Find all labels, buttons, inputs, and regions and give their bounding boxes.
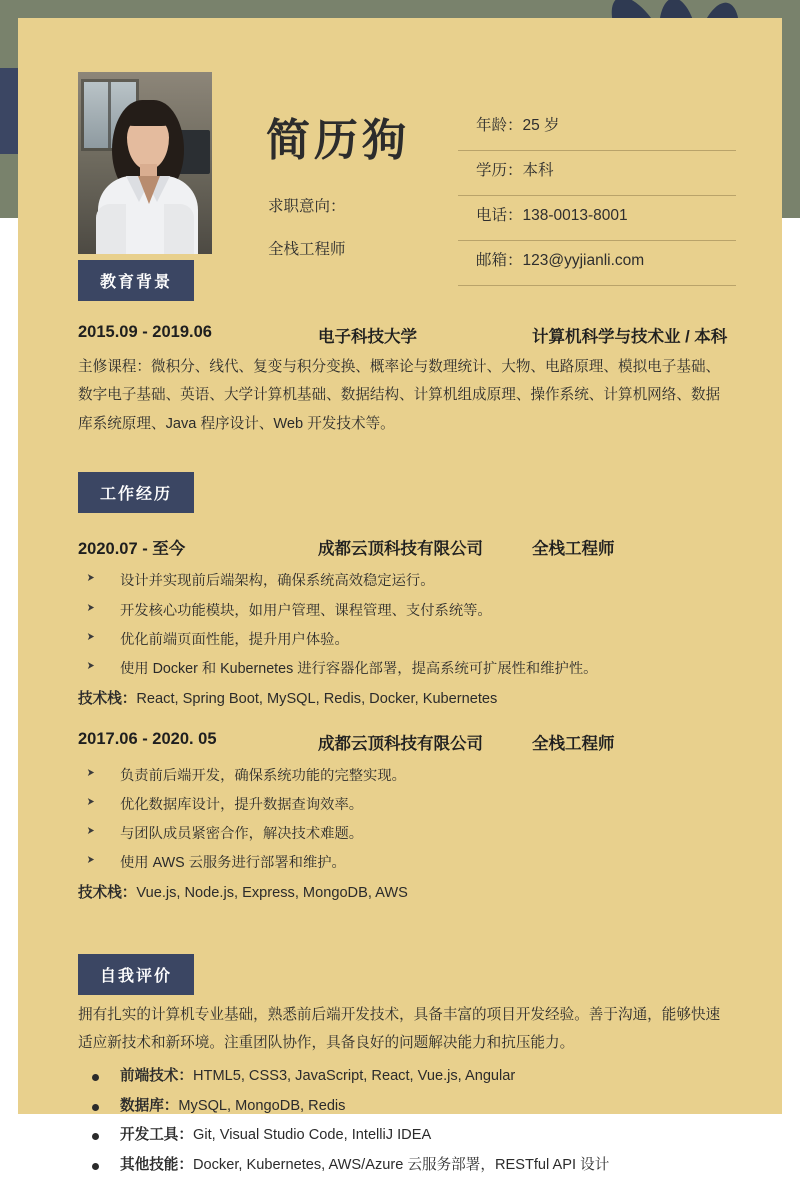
skill-label: 前端技术： bbox=[120, 1067, 193, 1084]
job-intent-value: 全栈工程师 bbox=[268, 241, 346, 258]
work-item bbox=[78, 535, 734, 707]
avatar bbox=[78, 72, 212, 254]
contact-list bbox=[458, 106, 736, 286]
skill-label: 开发工具： bbox=[120, 1127, 193, 1144]
list-item: ➤ 使用 Docker 和 Kubernetes 进行容器化部署，提高系统可扩展性和维护性。 bbox=[78, 655, 734, 684]
work-period: 2020.07 - 至今 bbox=[78, 540, 186, 559]
education-school: 电子科技大学 bbox=[318, 328, 417, 346]
list-item: ➤ 使用 AWS 云服务进行部署和维护。 bbox=[78, 849, 734, 878]
work-item bbox=[78, 730, 734, 902]
section-work bbox=[18, 472, 782, 901]
resume-header bbox=[18, 18, 782, 269]
section-education bbox=[18, 260, 782, 438]
list-item bbox=[78, 1151, 734, 1181]
work-stack bbox=[78, 881, 734, 902]
contact-degree: 学历：本科 bbox=[458, 151, 736, 196]
list-item: ➤ 优化数据库设计，提升数据查询效率。 bbox=[78, 791, 734, 820]
job-intent-label: 求职意向： bbox=[268, 198, 346, 215]
skill-value: Git, Visual Studio Code, IntelliJ IDEA bbox=[192, 1127, 432, 1144]
page-title: 简历狗 bbox=[266, 116, 410, 165]
work-bullets bbox=[78, 762, 734, 879]
skill-list bbox=[78, 1062, 734, 1181]
work-period: 2017.06 - 2020. 05 bbox=[78, 729, 217, 748]
education-row bbox=[78, 323, 734, 347]
skill-value: Docker, Kubernetes, AWS/Azure 云服务部署，RESTful API 设计 bbox=[192, 1157, 610, 1174]
work-stack-value: Vue.js, Node.js, Express, MongoDB, AWS bbox=[136, 884, 408, 901]
section-summary bbox=[18, 954, 782, 1181]
work-stack bbox=[78, 687, 734, 708]
education-courses: 主修课程：微积分、线代、复变与积分变换、概率论与数理统计、大物、电路原理、模拟电子基础、数字电子基础、英语、大学计算机基础、数据结构、计算机组成原理、操作系统、计算机网络、数据库系统原理、Java 程序设计、Web 开发技术等。 bbox=[78, 359, 721, 432]
work-bullets bbox=[78, 567, 734, 684]
section-title-work: 工作经历 bbox=[78, 472, 194, 513]
skill-value: HTML5, CSS3, JavaScript, React, Vue.js, Angular bbox=[192, 1067, 516, 1084]
work-stack-label: 技术栈： bbox=[78, 884, 137, 901]
contact-age: 年龄：25 岁 bbox=[458, 106, 736, 151]
list-item: ➤ 设计并实现前后端架构，确保系统高效稳定运行。 bbox=[78, 567, 734, 596]
skill-value: MySQL, MongoDB, Redis bbox=[178, 1097, 346, 1114]
work-role: 全栈工程师 bbox=[532, 734, 615, 753]
work-company: 成都云顶科技有限公司 bbox=[318, 540, 483, 559]
education-period: 2015.09 - 2019.06 bbox=[78, 323, 212, 341]
contact-email: 邮箱：123@yyjianli.com bbox=[458, 241, 736, 286]
section-title-education: 教育背景 bbox=[78, 260, 194, 301]
contact-phone: 电话：138-0013-8001 bbox=[458, 196, 736, 241]
list-item: ➤ 负责前后端开发，确保系统功能的完整实现。 bbox=[78, 762, 734, 791]
work-company: 成都云顶科技有限公司 bbox=[318, 734, 483, 753]
work-stack-value: React, Spring Boot, MySQL, Redis, Docker, Kubernetes bbox=[136, 690, 498, 707]
work-row bbox=[78, 535, 734, 559]
skill-label: 数据库： bbox=[120, 1097, 179, 1114]
list-item bbox=[78, 1092, 734, 1122]
work-role: 全栈工程师 bbox=[532, 540, 615, 559]
education-major: 计算机科学与技术业 / 本科 bbox=[532, 328, 728, 346]
list-item: ➤ 开发核心功能模块，如用户管理、课程管理、支付系统等。 bbox=[78, 597, 734, 626]
section-title-summary: 自我评价 bbox=[78, 954, 194, 995]
list-item: ➤ 优化前端页面性能，提升用户体验。 bbox=[78, 626, 734, 655]
list-item bbox=[78, 1062, 734, 1092]
summary-paragraph: 拥有扎实的计算机专业基础，熟悉前后端开发技术，具备丰富的项目开发经验。善于沟通，能够快速适应新技术和新环境。注重团队协作，具备良好的问题解决能力和抗压能力。 bbox=[78, 1006, 721, 1052]
skill-label: 其他技能： bbox=[120, 1157, 193, 1174]
work-row bbox=[78, 730, 734, 754]
work-stack-label: 技术栈： bbox=[78, 690, 137, 707]
list-item bbox=[78, 1121, 734, 1151]
resume-document bbox=[18, 18, 782, 1174]
list-item: ➤ 与团队成员紧密合作，解决技术难题。 bbox=[78, 820, 734, 849]
